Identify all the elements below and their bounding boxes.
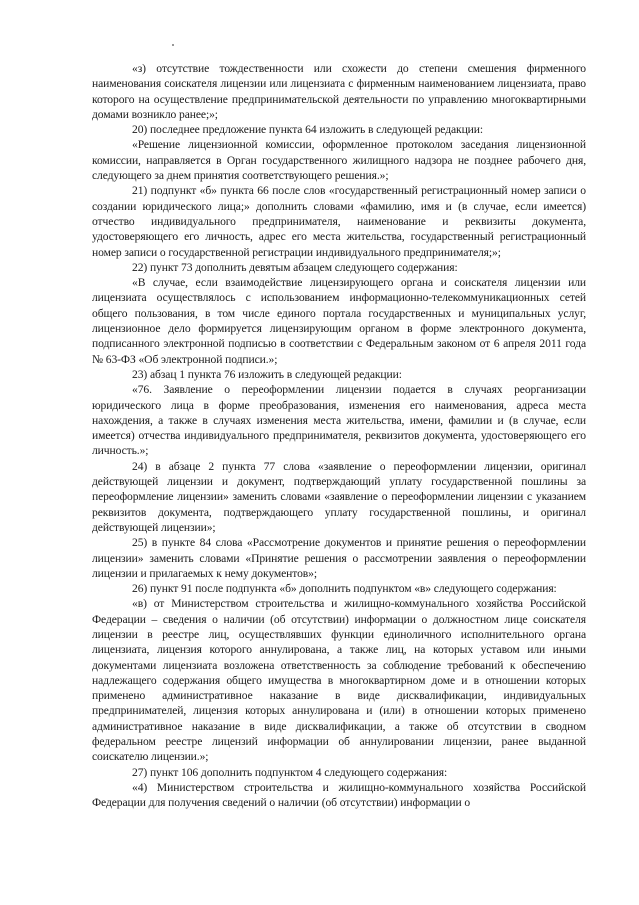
paragraph-item-27: 27) пункт 106 дополнить подпунктом 4 следующего содержания: (132, 765, 448, 779)
paragraph-item-21: 21) подпункт «б» пункта 66 после слов «государственный регистрационный номер записи о создании юридического лица;» дополнить словами «фамилию, имя и (в случае, если имеется) отчество индивидуального предпринимателя, наименование и реквизиты документа, удостоверяющего его личность, адрес его места жительства, государственный регистрационный номер записи о государственной регистрации индивидуального предпринимателя;»; (92, 184, 586, 259)
scan-speck (172, 44, 174, 46)
paragraph-item-23-text: «76. Заявление о переоформлении лицензии подается в случаях реорганизации юридического лица в форме преобразования, изменения его наименования, адреса места нахождения, а также в случаях изменения места жительства, имени, фамилии и (в случае, если имеется) отчества индивидуального предпринимателя, реквизитов документа, удостоверяющего его личность.»; (92, 383, 586, 458)
paragraph-item-23: 23) абзац 1 пункта 76 изложить в следующей редакции: (132, 367, 402, 381)
paragraph-item-26: 26) пункт 91 после подпункта «б» дополнить подпунктом «в» следующего содержания: (132, 582, 557, 596)
paragraph-item-25: 25) в пункте 84 слова «Рассмотрение документов и принятие решения о переоформлении лицензии» заменить словами «Принятие решения о рассмотрении заявления о переоформлении лицензии и прилагаемых к нему документов»; (92, 536, 586, 580)
paragraph-z-clause: «з) отсутствие тождественности или схожести до степени смешения фирменного наименования соискателя лицензии или лицензиата с фирменным наименованием лицензиата, право которого на осуществление предпринимательской деятельности по управлению многоквартирными домами возникло ранее;»; (92, 62, 586, 121)
paragraph-item-22: 22) пункт 73 дополнить девятым абзацем следующего содержания: (132, 260, 458, 274)
paragraph-item-27-text: «4) Министерством строительства и жилищно-коммунального хозяйства Российской Федерации для получения сведений о наличии (об отсутствии) информации о (92, 780, 586, 810)
document-body (92, 61, 586, 811)
paragraph-item-26-text: «в) от Министерством строительства и жилищно-коммунального хозяйства Российской Федерации – сведения о наличии (об отсутствии) информации о должностном лице соискателя лицензии в реестре лиц, осуществлявших функции единоличного исполнительного органа лицензиата, лицензия которого аннулирована, а также лиц, на которых уставом или иными документами лицензиата возложена ответственность за соблюдение требований к обеспечению надлежащего содержания общего имущества в многоквартирном доме и в отношении которых применено административное наказание в виде дисквалификации, индивидуальных предпринимателей, лицензия которых аннулирована и (или) в отношении которых применено административное наказание в виде дисквалификации, а также об отсутствии в сводном федеральном реестре лицензий информации об аннулировании лицензии, ранее выданной соискателю лицензии.»; (92, 597, 586, 764)
paragraph-item-22-text: «В случае, если взаимодействие лицензирующего органа и соискателя лицензии или лицензиата осуществлялось с использованием информационно-телекоммуникационных сетей общего пользования, в том числе единого портала государственных и муниципальных услуг, лицензионное дело формируется лицензирующим органом в форме электронного документа, подписанного электронной подписью в соответствии с Федеральным законом от 6 апреля 2011 года № 63-ФЗ «Об электронной подписи.»; (92, 276, 586, 366)
paragraph-item-20: 20) последнее предложение пункта 64 изложить в следующей редакции: (132, 123, 484, 137)
paragraph-item-20-text: «Решение лицензионной комиссии, оформленное протоколом заседания лицензионной комиссии, направляется в Орган государственного жилищного надзора не позднее рабочего дня, следующего за днем принятия соответствующего решения.»; (92, 138, 586, 183)
paragraph-item-24: 24) в абзаце 2 пункта 77 слова «заявление о переоформлении лицензии, оригинал действующей лицензии и документ, подтверждающий уплату государственной пошлины за переоформление лицензии» заменить словами «заявление о переоформлении лицензии с указанием реквизитов документа, подтверждающего уплату государственной пошлины, и оригинал действующей лицензии»; (92, 459, 586, 534)
